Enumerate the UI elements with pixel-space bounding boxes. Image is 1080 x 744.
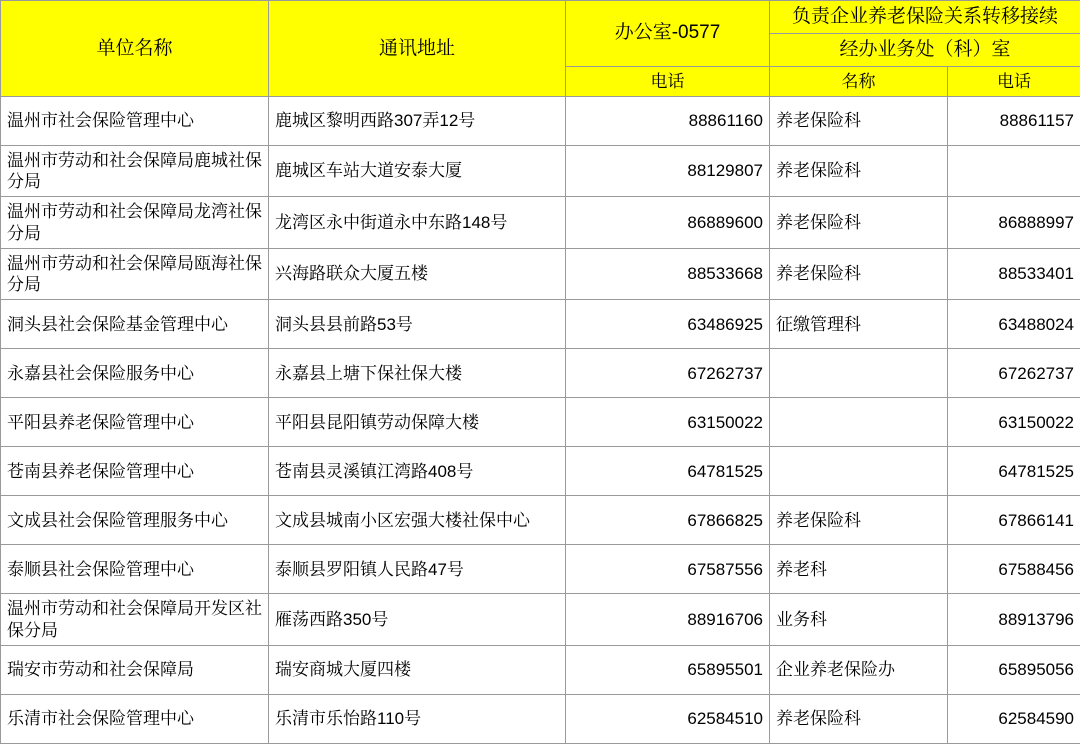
cell-office-tel: 88916706 (566, 594, 770, 646)
header-office-tel: 电话 (566, 66, 770, 96)
header-dept-tel: 电话 (948, 66, 1080, 96)
table-row (1, 96, 1080, 145)
cell-dept-name: 养老保险科 (770, 496, 948, 545)
cell-office-tel: 63150022 (566, 398, 770, 447)
cell-unit: 苍南县养老保险管理中心 (1, 447, 269, 496)
cell-dept-tel: 67588456 (948, 545, 1080, 594)
cell-dept-tel: 64781525 (948, 447, 1080, 496)
cell-office-tel: 67866825 (566, 496, 770, 545)
header-responsible-sub: 经办业务处（科）室 (770, 33, 1080, 66)
cell-dept-tel: 67262737 (948, 349, 1080, 398)
cell-dept-tel (948, 145, 1080, 197)
cell-dept-tel: 63488024 (948, 300, 1080, 349)
cell-address: 洞头县县前路53号 (269, 300, 566, 349)
table-row (1, 349, 1080, 398)
table-row (1, 447, 1080, 496)
cell-office-tel: 67587556 (566, 545, 770, 594)
cell-dept-tel: 62584590 (948, 694, 1080, 743)
cell-office-tel: 67262737 (566, 349, 770, 398)
cell-address: 苍南县灵溪镇江湾路408号 (269, 447, 566, 496)
cell-address: 平阳县昆阳镇劳动保障大楼 (269, 398, 566, 447)
table-row (1, 694, 1080, 743)
cell-dept-name: 业务科 (770, 594, 948, 646)
table-row (1, 545, 1080, 594)
cell-address: 鹿城区车站大道安泰大厦 (269, 145, 566, 197)
cell-address: 鹿城区黎明西路307弄12号 (269, 96, 566, 145)
cell-dept-tel: 65895056 (948, 645, 1080, 694)
cell-dept-tel: 88861157 (948, 96, 1080, 145)
cell-office-tel: 64781525 (566, 447, 770, 496)
cell-dept-name: 养老保险科 (770, 694, 948, 743)
table-row (1, 398, 1080, 447)
cell-dept-name: 养老保险科 (770, 197, 948, 249)
cell-dept-tel: 86888997 (948, 197, 1080, 249)
cell-dept-name (770, 398, 948, 447)
cell-unit: 温州市劳动和社会保障局龙湾社保分局 (1, 197, 269, 249)
cell-office-tel: 88861160 (566, 96, 770, 145)
cell-unit: 洞头县社会保险基金管理中心 (1, 300, 269, 349)
cell-dept-name: 企业养老保险办 (770, 645, 948, 694)
table-row (1, 594, 1080, 646)
header-address: 通讯地址 (269, 1, 566, 97)
table-row (1, 145, 1080, 197)
cell-dept-name (770, 349, 948, 398)
table-header (1, 1, 1080, 97)
cell-office-tel: 65895501 (566, 645, 770, 694)
cell-unit: 永嘉县社会保险服务中心 (1, 349, 269, 398)
header-unit-name: 单位名称 (1, 1, 269, 97)
header-row-1 (1, 1, 1080, 34)
cell-office-tel: 62584510 (566, 694, 770, 743)
cell-unit: 平阳县养老保险管理中心 (1, 398, 269, 447)
cell-address: 永嘉县上塘下保社保大楼 (269, 349, 566, 398)
cell-address: 文成县城南小区宏强大楼社保中心 (269, 496, 566, 545)
cell-unit: 温州市社会保险管理中心 (1, 96, 269, 145)
cell-address: 龙湾区永中街道永中东路148号 (269, 197, 566, 249)
cell-unit: 乐清市社会保险管理中心 (1, 694, 269, 743)
table-row (1, 300, 1080, 349)
cell-unit: 瑞安市劳动和社会保障局 (1, 645, 269, 694)
cell-office-tel: 88533668 (566, 248, 770, 300)
cell-dept-name (770, 447, 948, 496)
cell-address: 瑞安商城大厦四楼 (269, 645, 566, 694)
table-row (1, 248, 1080, 300)
cell-unit: 温州市劳动和社会保障局鹿城社保分局 (1, 145, 269, 197)
cell-dept-name: 养老保险科 (770, 96, 948, 145)
cell-dept-name: 养老保险科 (770, 248, 948, 300)
cell-unit: 泰顺县社会保险管理中心 (1, 545, 269, 594)
cell-address: 泰顺县罗阳镇人民路47号 (269, 545, 566, 594)
table-row (1, 197, 1080, 249)
cell-unit: 温州市劳动和社会保障局瓯海社保分局 (1, 248, 269, 300)
cell-office-tel: 88129807 (566, 145, 770, 197)
cell-address: 雁荡西路350号 (269, 594, 566, 646)
cell-address: 兴海路联众大厦五楼 (269, 248, 566, 300)
cell-office-tel: 63486925 (566, 300, 770, 349)
cell-office-tel: 86889600 (566, 197, 770, 249)
cell-dept-tel: 88533401 (948, 248, 1080, 300)
header-responsible: 负责企业养老保险关系转移接续 (770, 1, 1080, 34)
cell-dept-tel: 88913796 (948, 594, 1080, 646)
table-row (1, 645, 1080, 694)
cell-dept-name: 养老科 (770, 545, 948, 594)
cell-address: 乐清市乐怡路110号 (269, 694, 566, 743)
table-row (1, 496, 1080, 545)
cell-unit: 温州市劳动和社会保障局开发区社保分局 (1, 594, 269, 646)
cell-dept-name: 养老保险科 (770, 145, 948, 197)
cell-dept-tel: 63150022 (948, 398, 1080, 447)
cell-dept-tel: 67866141 (948, 496, 1080, 545)
header-dept-name: 名称 (770, 66, 948, 96)
table-body (1, 96, 1080, 743)
cell-unit: 文成县社会保险管理服务中心 (1, 496, 269, 545)
cell-dept-name: 征缴管理科 (770, 300, 948, 349)
header-office: 办公室-0577 (566, 1, 770, 67)
